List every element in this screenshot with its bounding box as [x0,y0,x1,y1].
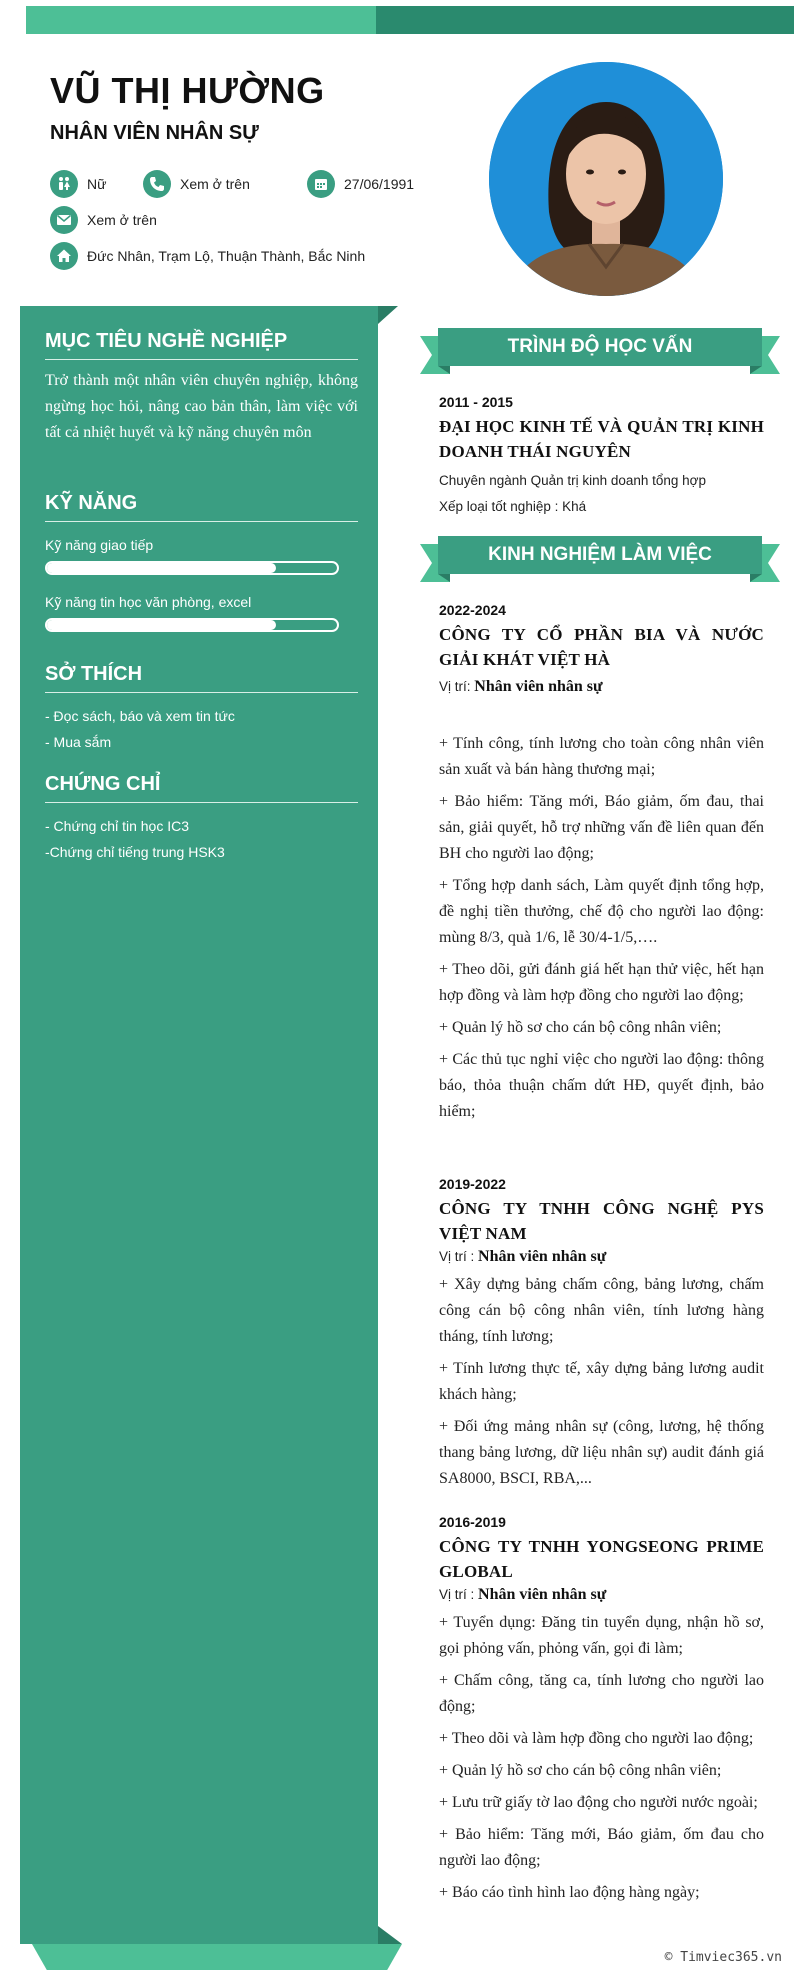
job-position-label: Vị trí : [439,1587,479,1602]
job-company: CÔNG TY TNHH CÔNG NGHỆ PYS VIỆT NAM [439,1199,764,1243]
email-text: Xem ở trên [87,212,157,228]
calendar-icon [307,170,335,198]
education-heading: TRÌNH ĐỘ HỌC VẤN [438,328,762,366]
hobby-item: - Đọc sách, báo và xem tin tức [45,708,235,724]
job-position [439,678,603,696]
job-duties [439,731,764,1131]
skill-bar-communication [45,561,339,575]
hobby-item: - Mua sắm [45,734,112,750]
education-banner [420,328,780,378]
job-duties [439,1272,764,1498]
job-position [439,1248,606,1266]
address-info [50,242,365,270]
banner-fold-right [750,574,762,582]
skills-heading: KỸ NĂNG [45,492,358,522]
birthday-info [307,170,414,198]
job-position-value: Nhân viên nhân sự [478,1586,607,1603]
duty-item: + Báo cáo tình hình lao động hàng ngày; [439,1884,700,1901]
phone-info [143,170,250,198]
job-duties [439,1610,764,1912]
objective-text: Trở thành một nhân viên chuyên nghiệp, không ngừng học hỏi, nâng cao bản thân, làm việc với tất cả nhiệt huyết và kỹ năng chuyên môn [45,372,358,441]
candidate-job-title: NHÂN VIÊN NHÂN SỰ [50,122,259,144]
job-position [439,1586,606,1604]
sidebar-foot-fold [378,1926,402,1944]
skill-bar-fill [47,563,276,573]
job-company: CÔNG TY TNHH YONGSEONG PRIME GLOBAL [439,1537,764,1581]
duty-item: + Đối ứng mảng nhân sự (công, lương, hệ thống thang bảng lương, dữ liệu nhân sự) audit đánh giá SA8000, BSCI, RBA,... [439,1418,764,1487]
job-years: 2016-2019 [439,1514,506,1530]
duty-item: + Chấm công, tăng ca, tính lương cho người lao động; [439,1672,764,1715]
education-school: ĐẠI HỌC KINH TẾ VÀ QUẢN TRỊ KINH DOANH THÁI NGUYÊN [439,417,764,461]
education-years: 2011 - 2015 [439,394,513,410]
job-position-label: Vị trí : [439,1249,479,1264]
job-position-value: Nhân viên nhân sự [474,678,603,695]
job-position-label: Vị trí: [439,679,475,694]
profile-photo [489,62,723,296]
banner-fold-left [438,366,450,374]
duty-item: + Tính công, tính lương cho toàn công nhân viên sản xuất và bán hàng thương mại; [439,735,764,778]
certificate-item: - Chứng chỉ tin học IC3 [45,818,189,834]
education-grade: Xếp loại tốt nghiệp : Khá [439,499,587,514]
footer-credit: © Timviec365.vn [664,1950,782,1965]
duty-item: + Xây dựng bảng chấm công, bảng lương, chấm công cán bộ công nhân viên, tính lương hàng tháng, tính lương; [439,1276,764,1345]
phone-icon [143,170,171,198]
certificates-heading: CHỨNG CHỈ [45,773,358,803]
duty-item: + Bảo hiểm: Tăng mới, Báo giảm, ốm đau cho người lao động; [439,1826,764,1869]
duty-item: + Lưu trữ giấy tờ lao động cho người nước ngoài; [439,1794,758,1811]
top-accent-bar-light [26,6,376,34]
gender-info [50,170,106,198]
skill-bar-fill [47,620,276,630]
phone-text: Xem ở trên [180,176,250,192]
duty-item: + Tổng hợp danh sách, Làm quyết định tổng hợp, đề nghị tiền thưởng, chế độ cho người lao động: mùng 8/3, quà 1/6, lễ 30/4-1/5,…. [439,877,764,946]
duty-item: + Theo dõi và làm hợp đồng cho người lao động; [439,1730,754,1747]
home-icon [50,242,78,270]
experience-banner [420,536,780,586]
gender-text: Nữ [87,176,107,192]
skill-bar-office [45,618,339,632]
duty-item: + Các thủ tục nghỉ việc cho người lao động: thông báo, thỏa thuận chấm dứt HĐ, quyết định, bảo hiểm; [439,1051,764,1120]
job-years: 2019-2022 [439,1176,506,1192]
candidate-name: VŨ THỊ HƯỜNG [50,70,325,111]
address-text: Đức Nhân, Trạm Lộ, Thuận Thành, Bắc Ninh [87,248,366,264]
email-info [50,206,157,234]
skill-label-communication: Kỹ năng giao tiếp [45,537,154,553]
skill-label-office: Kỹ năng tin học văn phòng, excel [45,594,252,610]
banner-fold-left [438,574,450,582]
envelope-icon [50,206,78,234]
duty-item: + Quản lý hồ sơ cho cán bộ công nhân viên; [439,1762,722,1779]
job-years: 2022-2024 [439,602,506,618]
objective-heading: MỤC TIÊU NGHỀ NGHIỆP [45,330,358,360]
duty-item: + Bảo hiểm: Tăng mới, Báo giảm, ốm đau, thai sản, giải quyết, hỗ trợ những vấn đề liên quan đến BH cho người lao động; [439,793,764,862]
duty-item: + Quản lý hồ sơ cho cán bộ công nhân viên; [439,1019,722,1036]
duty-item: + Tính lương thực tế, xây dựng bảng lương audit khách hàng; [439,1360,764,1403]
duty-item: + Theo dõi, gửi đánh giá hết hạn thử việc, hết hạn hợp đồng và làm hợp đồng cho người lao động; [439,961,764,1004]
experience-heading: KINH NGHIỆM LÀM VIỆC [438,536,762,574]
hobbies-heading: SỞ THÍCH [45,663,358,693]
certificate-item: -Chứng chỉ tiếng trung HSK3 [45,844,225,860]
gender-icon [50,170,78,198]
job-position-value: Nhân viên nhân sự [478,1248,607,1265]
sidebar-foot-ribbon [32,1944,402,1970]
top-accent-bar-dark [376,6,794,34]
banner-fold-right [750,366,762,374]
birthday-text: 27/06/1991 [344,176,415,192]
sidebar-fold [378,306,398,324]
education-major: Chuyên ngành Quản trị kinh doanh tổng hợp [439,473,707,488]
job-company: CÔNG TY CỔ PHẦN BIA VÀ NƯỚC GIẢI KHÁT VIỆT HÀ [439,625,764,669]
duty-item: + Tuyển dụng: Đăng tin tuyển dụng, nhận hồ sơ, gọi phỏng vấn, phỏng vấn, gọi đi làm; [439,1614,764,1657]
